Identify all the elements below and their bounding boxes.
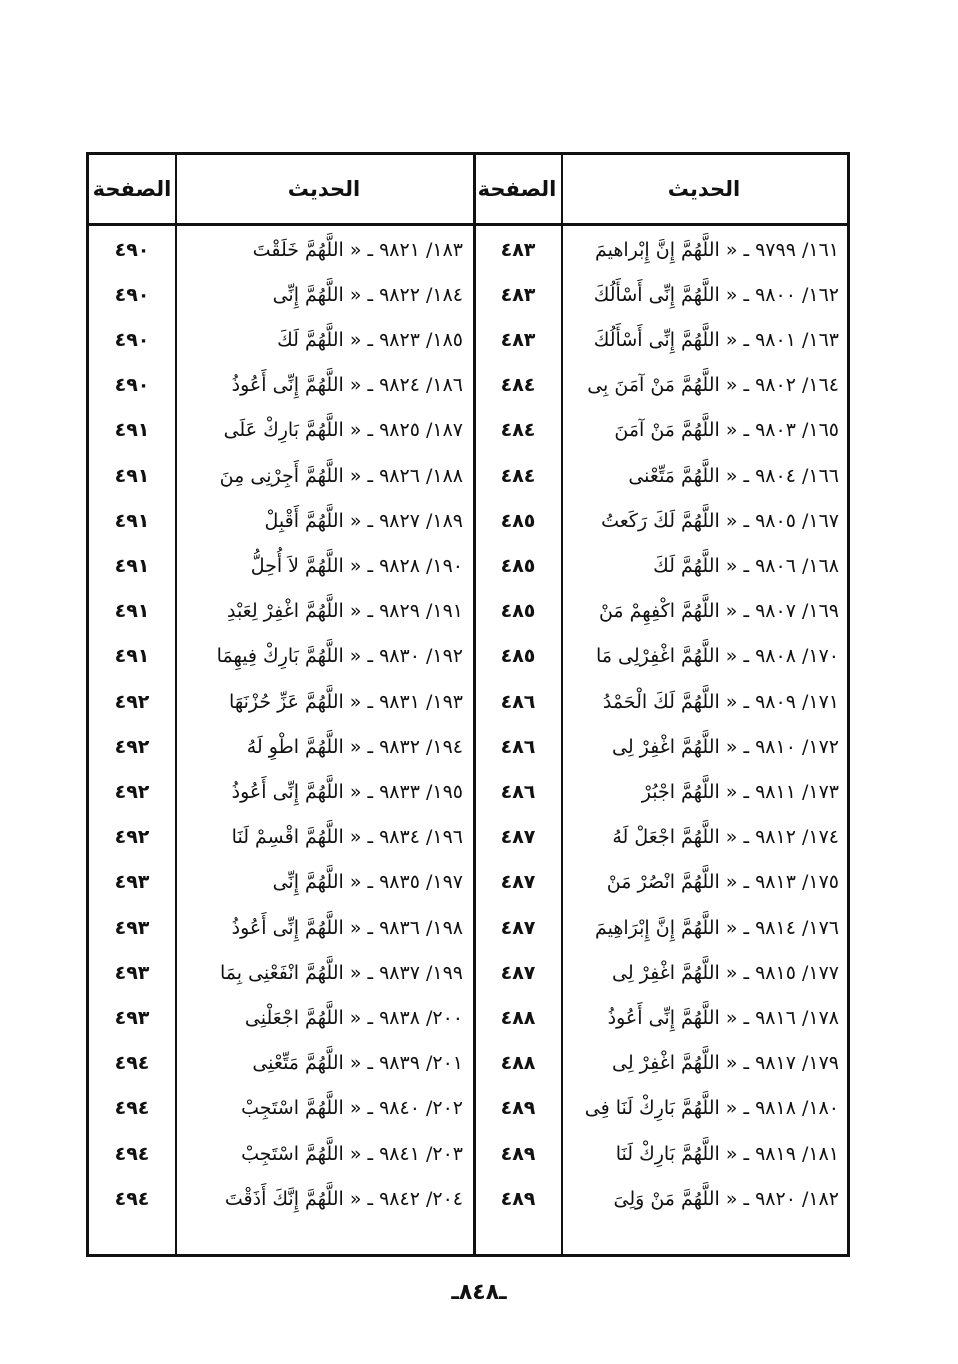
page-ref: ٤٨٩ — [500, 1142, 536, 1165]
page-ref: ٤٨٧ — [500, 871, 536, 894]
page-ref: ٤٩١ — [114, 419, 150, 442]
page-ref: ٤٩٣ — [114, 961, 150, 984]
page-ref: ٤٨٧ — [500, 826, 536, 849]
page-ref: ٤٩٢ — [114, 780, 150, 803]
hadith-entry: ١٨٠/ ٩٨١٨ ـ « اللَّهُمَّ بَارِكْ لَنَا فِى — [584, 1097, 839, 1120]
hadith-entry: ٢٠٢/ ٩٨٤٠ ـ « اللَّهُمَّ اسْتَجِبْ — [241, 1097, 463, 1120]
hadith-entry: ١٨٢/ ٩٨٢٠ ـ « اللَّهُمَّ مَنْ وَلِىَ — [613, 1187, 839, 1210]
header-hadith-right: الحديث — [667, 177, 741, 201]
hadith-entry: ١٦٩/ ٩٨٠٧ ـ « اللَّهُمَّ اكْفِهِمْ مَنْ — [598, 600, 839, 623]
hadith-entry: ١٨٨/ ٩٨٢٦ ـ « اللَّهُمَّ أَجِرْنِى مِنَ — [219, 464, 463, 487]
hadith-entry: ١٦٨/ ٩٨٠٦ ـ « اللَّهُمَّ لَكَ — [653, 554, 839, 577]
page-ref: ٤٨٥ — [500, 600, 536, 623]
hadith-entry: ١٧١/ ٩٨٠٩ ـ « اللَّهُمَّ لَكَ الْحَمْدُ — [602, 690, 839, 713]
hadith-entry: ١٧٦/ ٩٨١٤ ـ « اللَّهُمَّ إِنَّ إِبْرَاهِيمَ — [594, 916, 839, 939]
page-ref: ٤٩١ — [114, 554, 150, 577]
page-ref: ٤٨٥ — [500, 509, 536, 532]
page-number: ـ٨٤٨ـ — [451, 1280, 507, 1305]
hadith-entry: ١٦٤/ ٩٨٠٢ ـ « اللَّهُمَّ مَنْ آمَنَ بِى — [587, 374, 839, 397]
header-page-right: الصفحة — [477, 177, 557, 201]
page-ref: ٤٨٩ — [500, 1097, 536, 1120]
page-ref: ٤٨٥ — [500, 645, 536, 668]
page-ref: ٤٩٣ — [114, 871, 150, 894]
page-ref: ٤٨٤ — [500, 464, 536, 487]
hadith-entry: ١٨١/ ٩٨١٩ ـ « اللَّهُمَّ بَارِكْ لَنَا — [615, 1142, 839, 1165]
page-ref: ٤٨٨ — [500, 1006, 536, 1029]
page-ref: ٤٩٤ — [114, 1142, 150, 1165]
hadith-entry: ١٦٢/ ٩٨٠٠ ـ « اللَّهُمَّ إِنِّى أَسْأَلُكَ — [593, 283, 839, 306]
hadith-entry: ١٦٥/ ٩٨٠٣ ـ « اللَّهُمَّ مَنْ آمَنَ — [614, 419, 839, 442]
hadith-entry: ١٧٧/ ٩٨١٥ ـ « اللَّهُمَّ اغْفِرْ لِى — [612, 961, 839, 984]
page-ref: ٤٩٠ — [114, 238, 150, 261]
page-ref: ٤٨٦ — [500, 780, 536, 803]
page-ref: ٤٨٦ — [500, 735, 536, 758]
header-hadith-left: الحديث — [287, 177, 361, 201]
page-ref: ٤٨٧ — [500, 961, 536, 984]
page-ref: ٤٩٠ — [114, 374, 150, 397]
hadith-entry: ١٧٠/ ٩٨٠٨ ـ « اللَّهُمَّ اغْفِرْلِى مَا — [596, 645, 839, 668]
hadith-entry: ١٧٥/ ٩٨١٣ ـ « اللَّهُمَّ انْصُرْ مَنْ — [606, 871, 839, 894]
hadith-entry: ١٩٤/ ٩٨٣٢ ـ « اللَّهُمَّ اطْوِ لَهُ — [246, 735, 463, 758]
page-ref: ٤٩٤ — [114, 1052, 150, 1075]
page-ref: ٤٨٣ — [500, 328, 536, 351]
page-ref: ٤٩٣ — [114, 1006, 150, 1029]
page-ref: ٤٩٣ — [114, 916, 150, 939]
page-ref: ٤٨٣ — [500, 283, 536, 306]
hadith-entry: ١٦٣/ ٩٨٠١ ـ « اللَّهُمَّ إِنِّى أَسْأَلُكَ — [593, 328, 839, 351]
hadith-entry: ١٩٨/ ٩٨٣٦ ـ « اللَّهُمَّ إِنِّى أَعُوذُ — [231, 916, 463, 939]
page-ref: ٤٨٤ — [500, 374, 536, 397]
header-divider — [89, 223, 847, 226]
hadith-entry: ١٧٤/ ٩٨١٢ ـ « اللَّهُمَّ اجْعَلْ لَهُ — [612, 826, 839, 849]
page-ref: ٤٩١ — [114, 509, 150, 532]
page-ref: ٤٩٠ — [114, 328, 150, 351]
hadith-entry: ١٨٣/ ٩٨٢١ ـ « اللَّهُمَّ خَلَقْتَ — [252, 238, 463, 261]
hadith-entry: ١٩٩/ ٩٨٣٧ ـ « اللَّهُمَّ انْفَعْنِى بِمَا — [219, 961, 463, 984]
page-ref: ٤٨٤ — [500, 419, 536, 442]
hadith-entry: ١٧٩/ ٩٨١٧ ـ « اللَّهُمَّ اغْفِرْ لِى — [612, 1052, 839, 1075]
page-ref: ٤٨٣ — [500, 238, 536, 261]
hadith-entry: ١٧٣/ ٩٨١١ ـ « اللَّهُمَّ اجْبُرْ — [641, 780, 839, 803]
hadith-entry: ١٨٥/ ٩٨٢٣ ـ « اللَّهُمَّ لَكَ — [277, 328, 463, 351]
hadith-entry: ١٧٢/ ٩٨١٠ ـ « اللَّهُمَّ اغْفِرْ لِى — [612, 735, 839, 758]
hadith-entry: ١٦٦/ ٩٨٠٤ ـ « اللَّهُمَّ مَتِّعْنى — [628, 464, 839, 487]
page-ref: ٤٩٢ — [114, 735, 150, 758]
page-ref: ٤٨٧ — [500, 916, 536, 939]
hadith-entry: ١٨٩/ ٩٨٢٧ ـ « اللَّهُمَّ أَقْبِلْ — [264, 509, 463, 532]
index-table — [86, 152, 850, 1257]
hadith-entry: ٢٠٤/ ٩٨٤٢ ـ « اللَّهُمَّ إِنَّكَ أَذَقْتَ — [224, 1187, 463, 1210]
hadith-entry: ١٩٧/ ٩٨٣٥ ـ « اللَّهُمَّ إِنِّى — [272, 871, 463, 894]
hadith-entry: ١٩١/ ٩٨٢٩ ـ « اللَّهُمَّ اغْفِرْ لِعَبْدِ — [226, 600, 463, 623]
page-ref: ٤٩١ — [114, 645, 150, 668]
hadith-entry: ٢٠٣/ ٩٨٤١ ـ « اللَّهُمَّ اسْتَجِبْ — [241, 1142, 463, 1165]
hadith-entry: ١٦٧/ ٩٨٠٥ ـ « اللَّهُمَّ لَكَ رَكَعتُ — [601, 509, 839, 532]
hadith-entry: ١٨٤/ ٩٨٢٢ ـ « اللَّهُمَّ إِنِّى — [272, 283, 463, 306]
page-ref: ٤٩١ — [114, 464, 150, 487]
header-page-left: الصفحة — [92, 177, 172, 201]
hadith-entry: ١٩٠/ ٩٨٢٨ ـ « اللَّهُمَّ لاَ أُحِلُّ — [250, 554, 463, 577]
hadith-entry: ١٨٦/ ٩٨٢٤ ـ « اللَّهُمَّ إِنِّى أَعُوذُ — [231, 374, 463, 397]
page-ref: ٤٩٤ — [114, 1187, 150, 1210]
page-ref: ٤٩١ — [114, 600, 150, 623]
page-ref: ٤٨٨ — [500, 1052, 536, 1075]
page-ref: ٤٩٤ — [114, 1097, 150, 1120]
hadith-entry: ١٧٨/ ٩٨١٦ ـ « اللَّهُمَّ إِنِّى أَعُوذُ — [607, 1006, 839, 1029]
hadith-entry: ١٦١/ ٩٧٩٩ ـ « اللَّهُمَّ إِنَّ إِبْراهيمَ — [594, 238, 839, 261]
page-ref: ٤٨٦ — [500, 690, 536, 713]
hadith-entry: ١٨٧/ ٩٨٢٥ ـ « اللَّهُمَّ بَارِكْ عَلَى — [223, 419, 463, 442]
hadith-entry: ١٩٢/ ٩٨٣٠ ـ « اللَّهُمَّ بَارِكْ فِيهِمَا — [216, 645, 463, 668]
hadith-entry: ١٩٥/ ٩٨٣٣ ـ « اللَّهُمَّ إِنِّى أَعُوذُ — [231, 780, 463, 803]
page-ref: ٤٩٢ — [114, 690, 150, 713]
page-ref: ٤٩٢ — [114, 826, 150, 849]
page-ref: ٤٨٩ — [500, 1187, 536, 1210]
hadith-entry: ٢٠١/ ٩٨٣٩ ـ « اللَّهُمَّ مَتِّعْنِى — [252, 1052, 463, 1075]
hadith-entry: ٢٠٠/ ٩٨٣٨ ـ « اللَّهُمَّ اجْعَلْنِى — [244, 1006, 463, 1029]
hadith-entry: ١٩٣/ ٩٨٣١ ـ « اللَّهُمَّ عَزِّ حُزْنَهَا — [229, 690, 463, 713]
page-ref: ٤٨٥ — [500, 554, 536, 577]
hadith-entry: ١٩٦/ ٩٨٣٤ ـ « اللَّهُمَّ اقْسِمْ لَنَا — [231, 826, 463, 849]
page-ref: ٤٩٠ — [114, 283, 150, 306]
